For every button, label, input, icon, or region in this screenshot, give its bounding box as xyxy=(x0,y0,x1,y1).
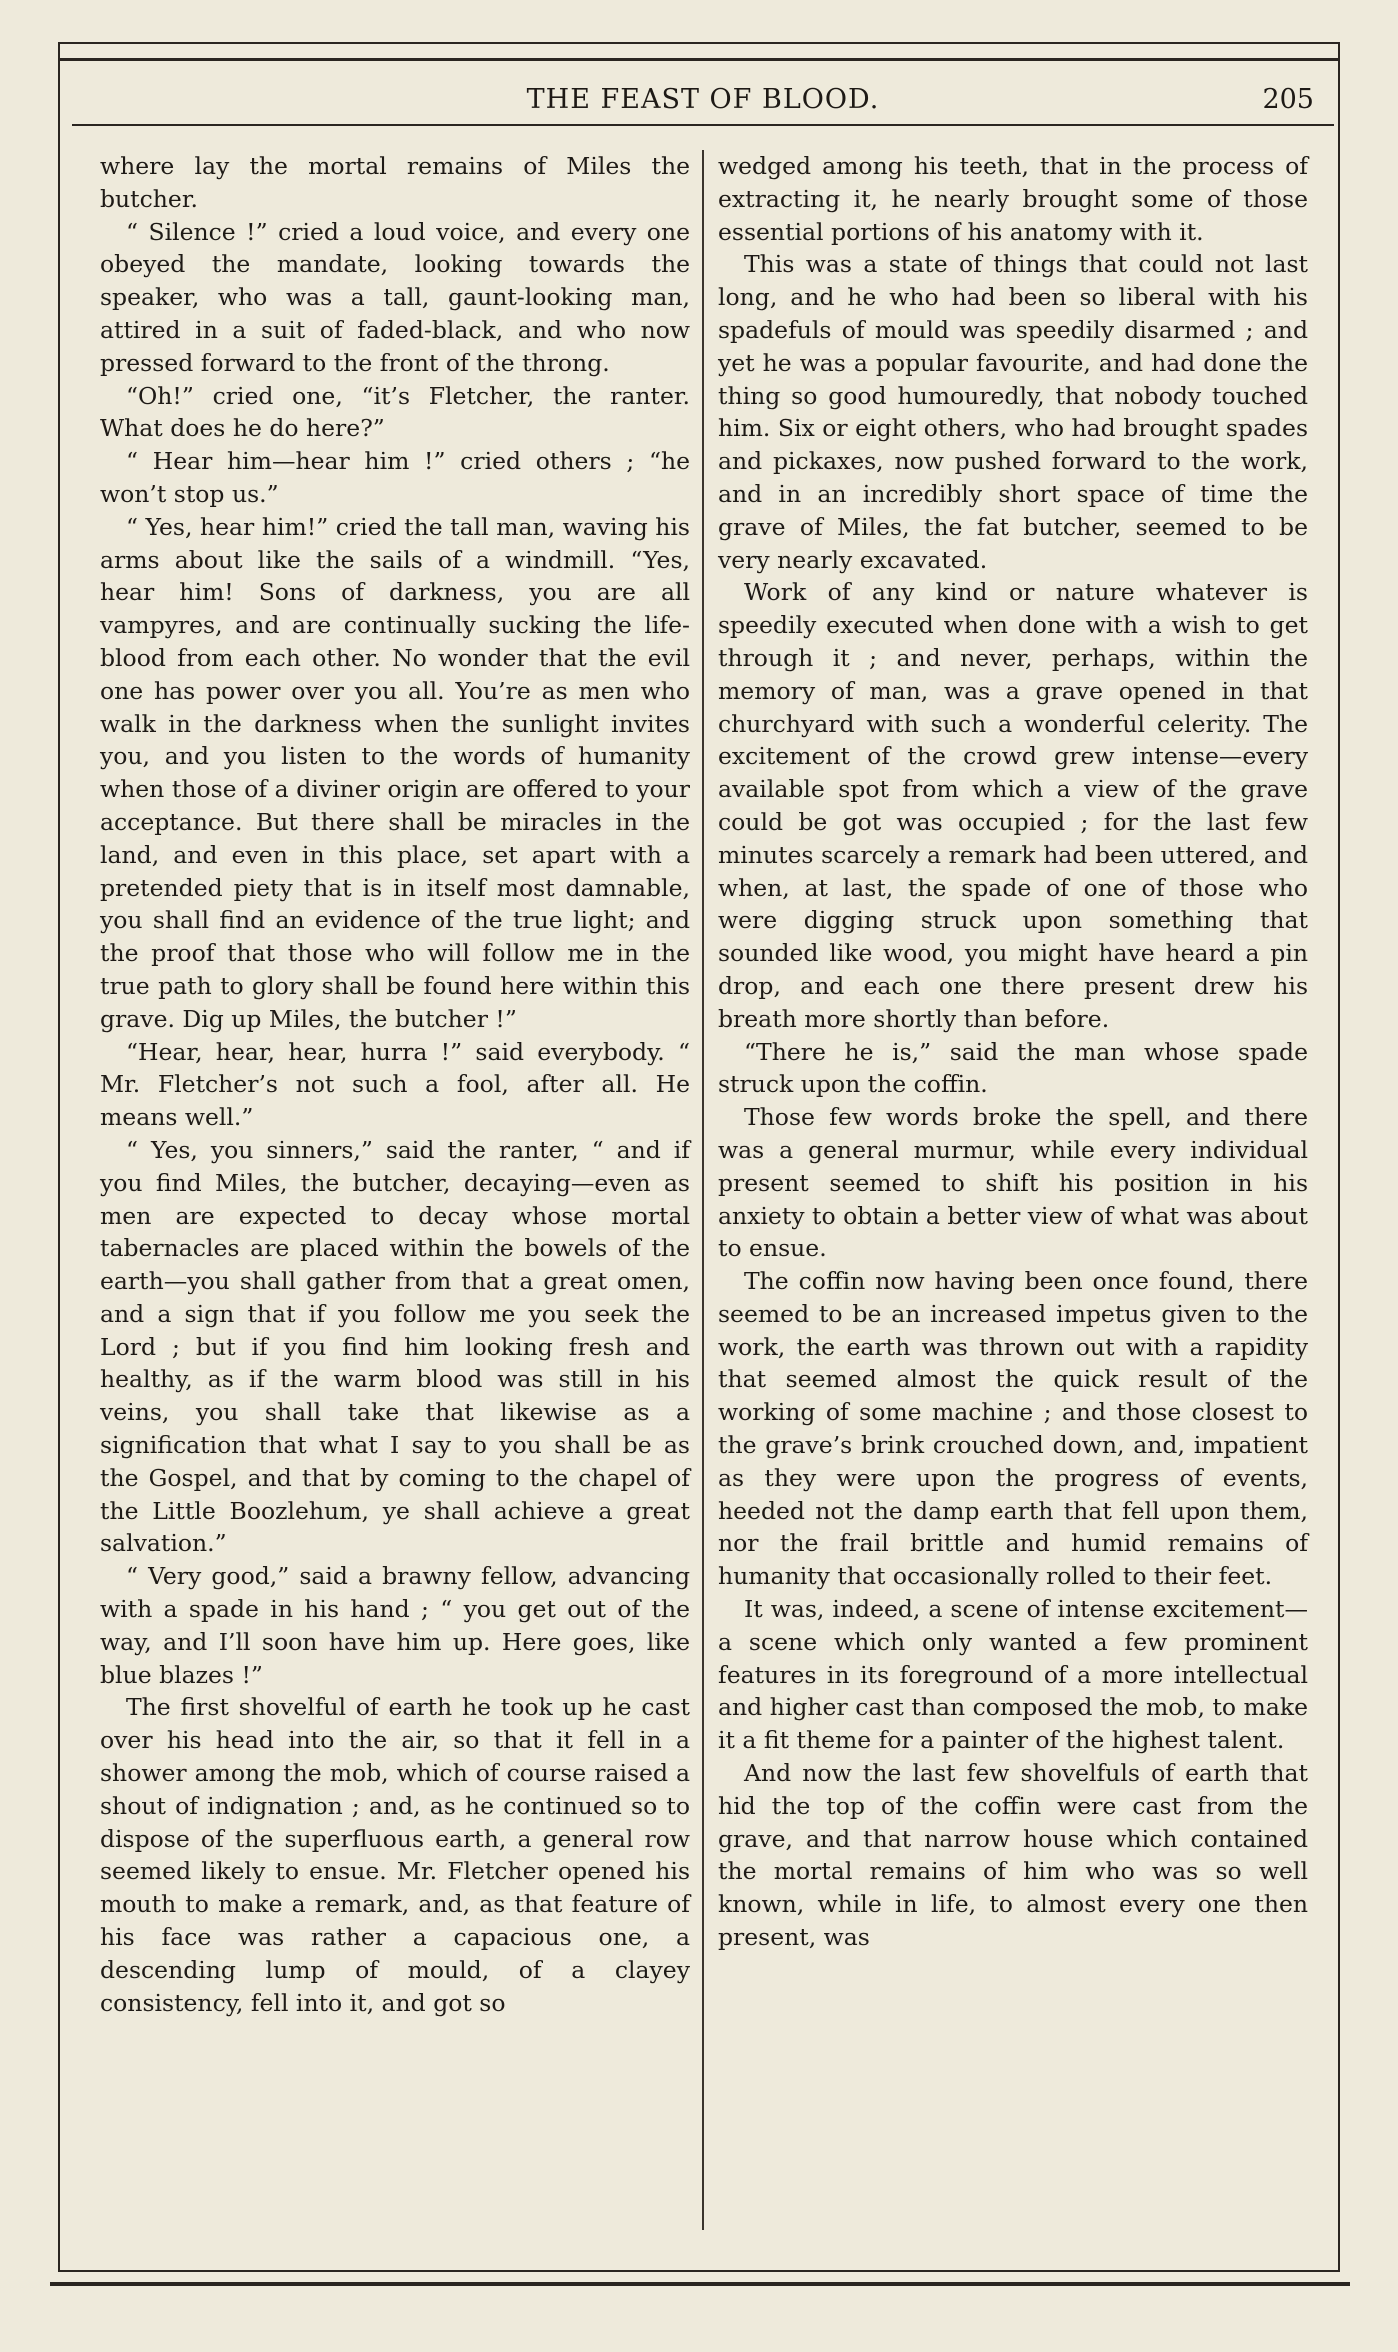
paragraph: Those few words broke the spell, and there was a general murmur, while every individual present seemed to shift his position in his anxiety to obtain a better view of what was about to ensue. xyxy=(718,1103,1308,1263)
right-column xyxy=(718,150,1308,1954)
paragraph: “ Very good,” said a brawny fellow, advancing with a spade in his hand ; “ you get out of the way, and I’ll soon have him up. Here goes, like blue blazes !” xyxy=(100,1562,690,1689)
paragraph: The first shovelful of earth he took up he cast over his head into the air, so that it fell in a shower among the mob, which of course raised a shout of indignation ; and, as he continued so to dispose of the superfluous earth, a general row seemed likely to ensue. Mr. Fletcher opened his mouth to make a remark, and, as that feature of his face was rather a capacious one, a descending lump of mould, of a clayey consistency, fell into it, and got so xyxy=(100,1693,690,2017)
paragraph: It was, indeed, a scene of intense excitement—a scene which only wanted a few prominent features in its foreground of a more intellectual and higher cast than composed the mob, to make it a fit theme for a painter of the highest talent. xyxy=(718,1595,1308,1755)
page-number: 205 xyxy=(1262,84,1314,115)
paragraph: “ Hear him—hear him !” cried others ; “he won’t stop us.” xyxy=(100,447,690,508)
paragraph: wedged among his teeth, that in the process of extracting it, he nearly brought some of those essential portions of his anatomy with it. xyxy=(718,152,1308,246)
paragraph: Work of any kind or nature whatever is speedily executed when done with a wish to get through it ; and never, perhaps, within the memory of man, was a grave opened in that churchyard with such a wonderful celerity. The excitement of the crowd grew intense—every available spot from which a view of the grave could be got was occupied ; for the last few minutes scarcely a remark had been uttered, and when, at last, the spade of one of those who were digging struck upon something that sounded like wood, you might have heard a pin drop, and each one there present drew his breath more shortly than before. xyxy=(718,578,1308,1033)
paragraph: “Oh!” cried one, “it’s Fletcher, the ranter. What does he do here?” xyxy=(100,381,690,443)
running-title: THE FEAST OF BLOOD. xyxy=(526,84,880,115)
header-rule xyxy=(72,124,1334,126)
bottom-rule xyxy=(50,2282,1350,2286)
paragraph: “There he is,” said the man whose spade struck upon the coffin. xyxy=(718,1037,1308,1099)
column-divider xyxy=(702,150,704,2230)
paragraph: “ Yes, hear him!” cried the tall man, waving his arms about like the sails of a windmill. “Yes, hear him! Sons of darkness, you are all vampyres, and are continually sucking the life-blood from each other. No wonder that the evil one has power over you all. You’re as men who walk in the darkness when the sunlight invites you, and you listen to the words of humanity when those of a diviner origin are offered to your acceptance. But there shall be miracles in the land, and even in this place, set apart with a pretended piety that is in itself most damnable, you shall find an evidence of the true light; and the proof that those who will follow me in the true path to glory shall be found here within this grave. Dig up Miles, the butcher !” xyxy=(100,512,690,1033)
left-column xyxy=(100,150,690,2019)
paragraph: And now the last few shovelfuls of earth that hid the top of the coffin were cast from the grave, and that narrow house which contained the mortal remains of him who was so well known, while in life, to almost every one then present, was xyxy=(718,1759,1308,1952)
paragraph: “ Silence !” cried a loud voice, and every one obeyed the mandate, looking towards the speaker, who was a tall, gaunt-looking man, attired in a suit of faded-black, and who now pressed forward to the front of the throng. xyxy=(100,217,690,377)
paragraph: “ Yes, you sinners,” said the ranter, “ and if you find Miles, the butcher, decaying—even as men are expected to decay whose mortal tabernacles are placed within the bowels of the earth—you shall gather from that a great omen, and a sign that if you follow me you seek the Lord ; but if you find him looking fresh and healthy, as if the warm blood was still in his veins, you shall take that likewise as a signification that what I say to you shall be as the Gospel, and that by coming to the chapel of the Little Boozlehum, ye shall achieve a great salvation.” xyxy=(100,1135,690,1558)
paragraph: where lay the mortal remains of Miles the butcher. xyxy=(100,152,690,213)
paragraph: This was a state of things that could not last long, and he who had been so liberal with his spadefuls of mould was speedily disarmed ; and yet he was a popular favourite, and had done the thing so good humouredly, that nobody touched him. Six or eight others, who had brought spades and pickaxes, now pushed forward to the work, and in an incredibly short space of time the grave of Miles, the fat butcher, seemed to be very nearly excavated. xyxy=(718,250,1308,574)
page-header xyxy=(72,80,1334,124)
paragraph: The coffin now having been once found, there seemed to be an increased impetus given to the work, the earth was thrown out with a rapidity that seemed almost the quick result of the working of some machine ; and those closest to the grave’s brink crouched down, and, impatient as they were upon the progress of events, heeded not the damp earth that fell upon them, nor the frail brittle and humid remains of humanity that occasionally rolled to their feet. xyxy=(718,1267,1308,1591)
top-rule xyxy=(60,58,1340,61)
paragraph: “Hear, hear, hear, hurra !” said everybody. “ Mr. Fletcher’s not such a fool, after all. He means well.” xyxy=(100,1037,690,1132)
